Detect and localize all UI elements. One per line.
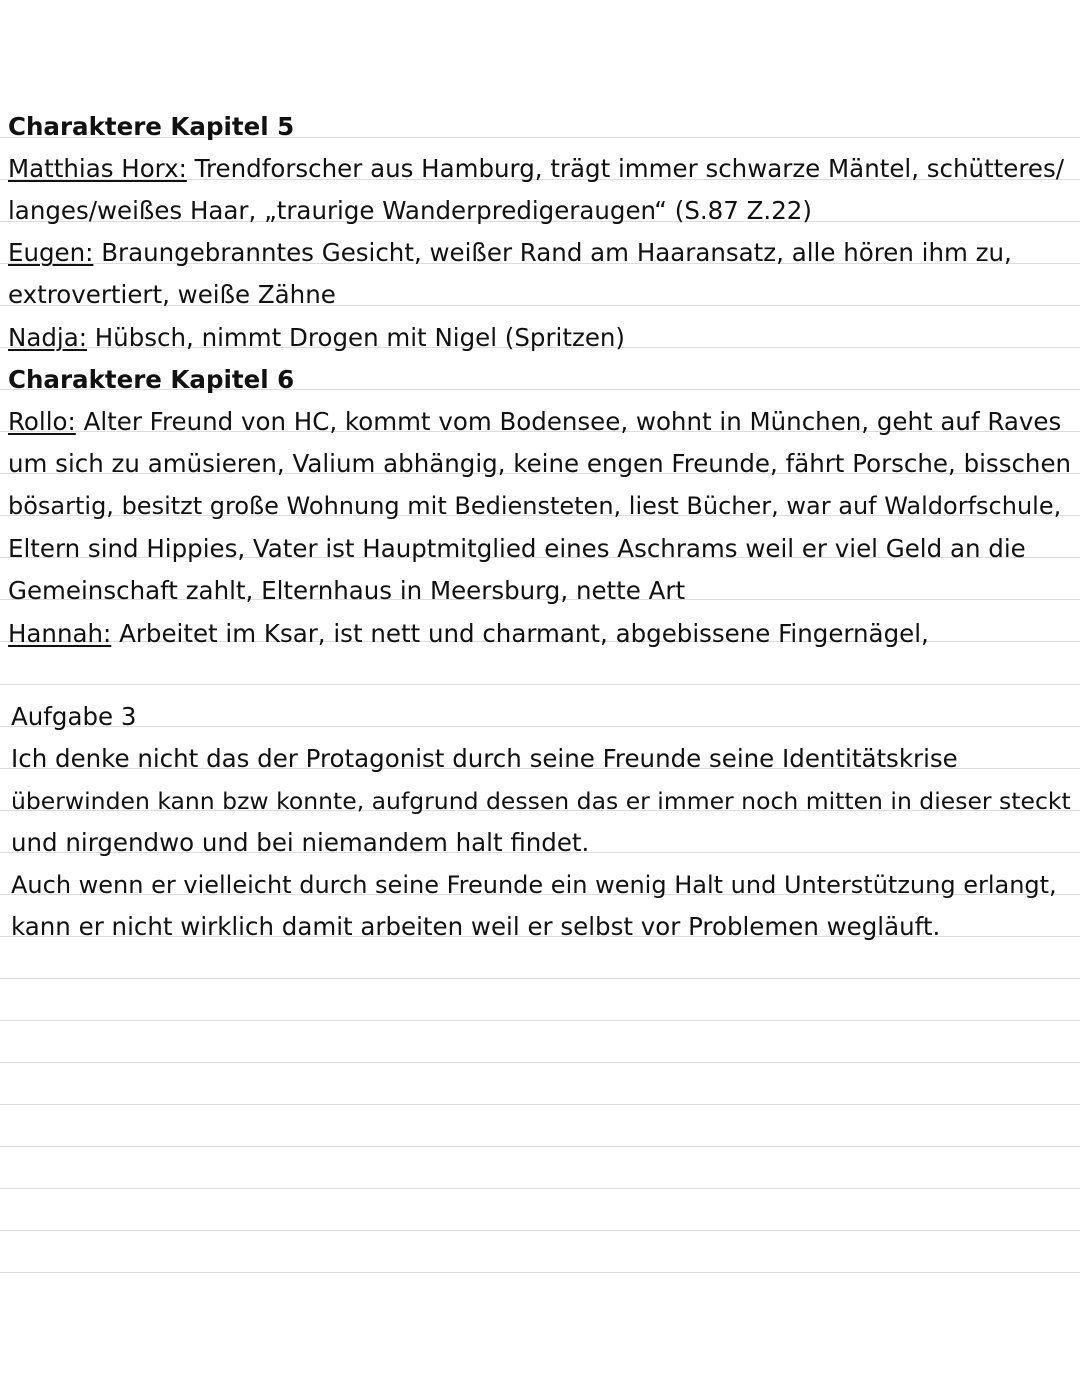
ruled-line (0, 1146, 1080, 1147)
task3-text-line: Auch wenn er vielleicht durch seine Freunde ein wenig Halt und Unterstützung erlangt, (11, 871, 1057, 899)
ruled-line (0, 1230, 1080, 1231)
character-description-line: Eltern sind Hippies, Vater ist Hauptmitglied eines Aschrams weil er viel Geld an die (8, 534, 1026, 563)
character-description: Arbeitet im Ksar, ist nett und charmant, abgebissene Fingernägel, (111, 619, 929, 648)
ruled-line (0, 978, 1080, 979)
ruled-line (0, 1104, 1080, 1105)
character-name: Matthias Horx: (8, 154, 187, 183)
ruled-line (0, 1272, 1080, 1273)
chapter5-heading: Charaktere Kapitel 5 (8, 112, 295, 141)
character-name: Eugen: (8, 238, 94, 267)
character-entry-rollo (8, 401, 1076, 443)
character-description: Trendforscher aus Hamburg, trägt immer schwarze Mäntel, schütteres/ (186, 154, 1064, 183)
ruled-line (0, 684, 1080, 685)
ruled-line (0, 1062, 1080, 1063)
character-name: Nadja: (8, 323, 87, 352)
task3-text-line: und nirgendwo und bei niemandem halt findet. (11, 828, 590, 857)
task3-heading: Aufgabe 3 (11, 702, 137, 731)
character-entry-nadja (8, 317, 1076, 359)
character-entry-hannah (8, 613, 1076, 655)
character-description-line: langes/weißes Haar, „traurige Wanderpredigeraugen“ (S.87 Z.22) (8, 196, 812, 225)
task3-text-line: Ich denke nicht das der Protagonist durch seine Freunde seine Identitätskrise (11, 744, 958, 773)
character-name: Rollo: (8, 407, 76, 436)
task3-text-line: kann er nicht wirklich damit arbeiten weil er selbst vor Problemen wegläuft. (11, 912, 941, 941)
ruled-line (0, 1188, 1080, 1189)
character-description: Braungebranntes Gesicht, weißer Rand am Haaransatz, alle hören ihm zu, (93, 238, 1012, 267)
character-name: Hannah: (8, 619, 112, 648)
chapter6-heading: Charaktere Kapitel 6 (8, 365, 295, 394)
character-description-line: extrovertiert, weiße Zähne (8, 280, 336, 309)
task3-text-line: überwinden kann bzw konnte, aufgrund dessen das er immer noch mitten in dieser steckt (11, 787, 1071, 815)
character-description: Hübsch, nimmt Drogen mit Nigel (Spritzen) (86, 323, 625, 352)
character-description-line: um sich zu amüsieren, Valium abhängig, keine engen Freunde, fährt Porsche, bisschen (8, 449, 1072, 478)
character-description-line: Gemeinschaft zahlt, Elternhaus in Meersburg, nette Art (8, 576, 686, 605)
ruled-line (0, 1020, 1080, 1021)
character-entry-eugen (8, 232, 1076, 274)
character-description-line: bösartig, besitzt große Wohnung mit Bediensteten, liest Bücher, war auf Waldorfschule, (8, 492, 1062, 520)
character-entry-horx (8, 148, 1076, 190)
character-description: Alter Freund von HC, kommt vom Bodensee, wohnt in München, geht auf Raves (75, 407, 1062, 436)
